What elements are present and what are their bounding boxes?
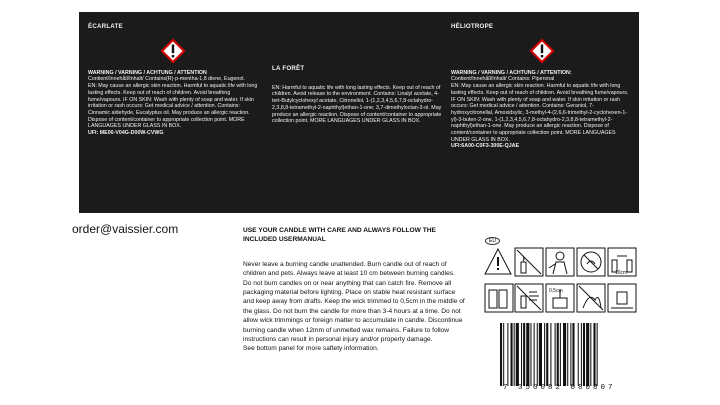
barcode-bar: [534, 323, 535, 386]
barcode-bar: [557, 323, 559, 386]
barcode-bar: [583, 323, 585, 386]
read-manual-icon: [485, 284, 513, 312]
warning-triangle-icon: [485, 249, 511, 274]
no-unattended-icon: [515, 248, 543, 276]
barcode-bar: [539, 323, 542, 386]
barcode-bar: [555, 323, 556, 386]
no-draft-icon: [515, 284, 543, 312]
barcode-bar: [507, 323, 508, 386]
barcode-bar: [503, 323, 504, 386]
ecarlate-warning: WARNING / VARNING / ACHTUNG / ATTENTION: [88, 69, 207, 76]
heliotrope-ufi: UFI:6A00-C0F3-300E-QJAE: [451, 143, 519, 150]
heliotrope-warning: WARNING / VARNING / ACHTUNG / ATTENTION:: [451, 69, 572, 76]
barcode-bar: [511, 323, 513, 386]
barcode-bar: [590, 323, 591, 386]
barcode-bar: [544, 323, 545, 386]
barcode-bar: [593, 323, 595, 386]
safety-pictogram-grid: [483, 246, 643, 318]
barcode-bar: [516, 323, 519, 386]
safety-label-panel: [79, 12, 639, 213]
keep-from-children-icon: [546, 248, 574, 276]
usage-heading: USE YOUR CANDLE WITH CARE AND ALWAYS FOLLOW THE INCLUDED USERMANUAL: [243, 227, 436, 244]
usage-body: Never leave a burning candle unattended. Burn candle out of reach of children and pets. Always leave at least 10 cm between burning candles. Do not burn candles on or near anything that can catch fire. Remove all packaging material before lighting. Place on stable heat resistant surface and keep away from drafts. Keep the wick trimmed to 0,5cm in the middle of the glass. Do not burn the candle for more than 3-4 hours at a time. Do not allow wick trimmings or foreign matter to accumulate in candle. Discontinue burning candle when 12mm of unmelted wax remains. Failure to follow instructions can result in personal injury and/or property damage.: [243, 260, 465, 344]
barcode-bar: [563, 323, 566, 386]
barcode-bar: [570, 323, 571, 386]
laforet-section: [272, 66, 448, 125]
no-pets-icon: [577, 248, 605, 276]
barcode-bar: [530, 323, 531, 386]
barcode-bar: [521, 323, 522, 386]
barcode-bar: [572, 323, 574, 386]
barcode-bar: [550, 323, 551, 386]
barcode-bar: [581, 323, 582, 386]
ecarlate-contains: Contient/Innehåll/Inhalt/ Contains(R)-p-mentha-1,8 diene, Eugenol.: [88, 76, 245, 83]
barcode-image: [498, 323, 652, 386]
ghs-exclamation-icon: [160, 38, 186, 64]
eu-badge: EU: [485, 237, 500, 245]
no-flammable-icon: [577, 284, 605, 312]
ecarlate-section: [88, 24, 258, 137]
barcode-number: 7 350082 080807: [503, 384, 616, 392]
barcode-bar: [537, 323, 538, 386]
barcode-bar: [567, 323, 568, 386]
laforet-en-text: EN: Harmful to aquatic life with long lasting effects. Keep out of reach of children. Avoid release to the environment. Contains: Linalyl acetate, 4-tert-Butylcyclohexyl acetate, Citronellol, 1-(1,2,3,4,5,6,7,8-octahydro-2,3,8,8-tetramethyl-2-naphthyl)ethan-1-one; 3,7-dimethyloctan-3-ol. May produce an allergic reaction. Dispose of content/container to appropriate collection point. MORE LANGUAGES UNDER GLASS IN BOX.: [272, 84, 442, 125]
order-email[interactable]: order@vaissier.com: [72, 222, 179, 236]
ecarlate-ufi: UFI: ME00-V04G-D00W-CVWG: [88, 130, 164, 137]
distance-label: 10cm: [615, 270, 628, 276]
ecarlate-title: ÉCARLATE: [88, 23, 123, 30]
ecarlate-en-text: EN: May cause an allergic skin reaction. Harmful to aquatic life with long lasting effects. Keep out of reach of children. Avoid breathing fume/vapours. IF ON SKIN: Wash with plenty of soap and water. If skin irritation or rash occurs: Get medical advice / attention. Contains: Cinnamic aldehyde, Eucalyptus oil. May produce an allergic reaction. Dispose of content/container to appropriate collection point. MORE LANGUAGES UNDER GLASS IN BOX.: [88, 83, 258, 130]
barcode-bar: [586, 323, 589, 386]
heliotrope-contains: Contient/Innehåll/Inhalt/ Contains: Piperonal: [451, 76, 555, 83]
usage-instructions: [243, 226, 465, 354]
heliotrope-title: HÉLIOTROPE: [451, 23, 494, 30]
barcode-bar: [514, 323, 515, 386]
heliotrope-en-text: EN: May cause an allergic skin reaction. Harmful to aquatic life with long lasting effects. Keep out of reach of children. Avoid breathing fume/vapours. IF ON SKIN: Wash with plenty of soap and water. If skin irritation or rash occurs: Get medical advice / attention. Contains: Geraniol, 7-hydroxycitronellal, Amoxidsylic, 3-methyl-4-(2,6,6-trimethyl-2-cyclohexen-1-yl)-3-buten-2-one, 1-(1,2,3,4,5,6,7,8-octahydro-2,3,8,8-tetramethyl-2-naphthyl)ethan-1-one. May produce an allergic reaction. Dispose of content/container to appropriate collection point. MORE LANGUAGES UNDER GLASS IN BOX.: [451, 83, 629, 143]
ghs-exclamation-icon: [529, 38, 555, 64]
barcode-bar: [597, 323, 598, 386]
usage-footer: See bottom panel for more saftety information.: [243, 345, 379, 353]
barcode-bar: [560, 323, 561, 386]
barcode-bar: [578, 323, 579, 386]
barcode-bar: [526, 323, 529, 386]
wick-label: 0,5cm: [549, 288, 563, 294]
barcode-bar: [523, 323, 525, 386]
barcode-bar: [500, 323, 502, 386]
laforet-title: LA FORÊT: [272, 65, 305, 72]
barcode-bar: [546, 323, 548, 386]
heat-surface-icon: [608, 284, 636, 312]
heliotrope-section: [451, 24, 633, 150]
